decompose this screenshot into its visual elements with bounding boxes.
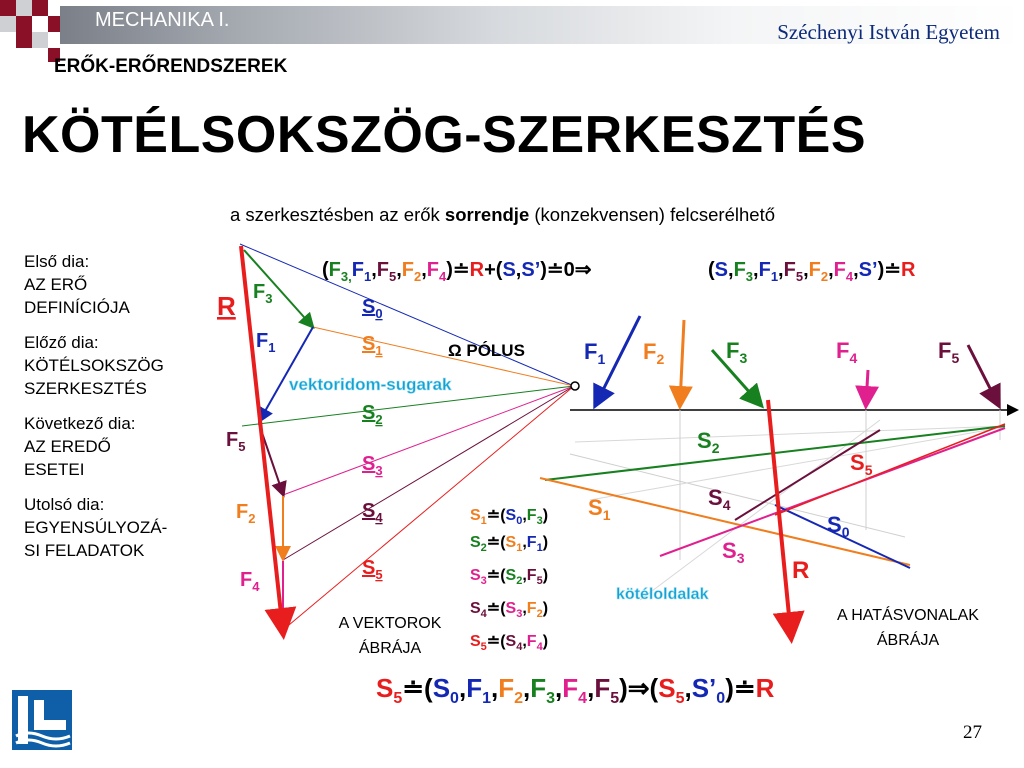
label-rope-s0: $S_0$ (827, 512, 850, 540)
label-s5: $S_5$ (362, 557, 383, 582)
nav-label: Első dia: (24, 252, 90, 271)
force-resultant (768, 400, 791, 636)
label-f4: $F_4$ (836, 338, 858, 366)
vector-caption: A VEKTOROK (338, 615, 442, 632)
label-rope-s2: $S_2$ (697, 428, 720, 456)
label-s2: $S_2$ (362, 402, 383, 427)
nav-label: Következő dia: (24, 414, 136, 433)
page-number: 27 (963, 722, 982, 743)
university-logo (12, 690, 72, 750)
equation-resultant: $(S,F_3,F_1,F_5,F_2,F_4,S’)≐R$ (708, 259, 916, 284)
label-f1: $F_1$ (584, 339, 606, 367)
section-title: ERŐK-ERŐRENDSZEREK (54, 56, 288, 77)
label-s4: $S_4$ (362, 500, 383, 525)
top-equation (322, 259, 916, 284)
nav-line: SZERKESZTÉS (24, 379, 147, 398)
rays-label: vektoridom-sugarak (289, 375, 452, 394)
page-title: KÖTÉLSOKSZÖG-SZERKESZTÉS (22, 106, 867, 164)
nav-label: Előző dia: (24, 333, 99, 352)
rope-side-s4 (735, 430, 880, 520)
nav-line: AZ ERŐ (24, 275, 88, 294)
nav-line: DEFINÍCIÓJA (24, 298, 130, 317)
order-note-bold: sorrendje (444, 204, 530, 225)
construction-line (590, 427, 1005, 500)
sides-label: kötéloldalak (616, 586, 709, 603)
nav-line: EGYENSÚLYOZÁ- (24, 518, 168, 537)
nav-line: SI FELADATOK (24, 541, 145, 560)
label-s3: $S_3$ (362, 453, 383, 478)
label-r: R (792, 557, 810, 584)
pole-point (571, 382, 579, 390)
rope-diagram (540, 316, 1016, 649)
nav-label: Utolsó dia: (24, 495, 105, 514)
equation-s1: $S_1≐(S_0,F_3)$ (470, 507, 549, 527)
ray-s3 (283, 386, 574, 495)
equation-s4: $S_4≐(S_3,F_2)$ (470, 600, 549, 620)
label-f1-vector: $F_1$ (256, 330, 276, 355)
equation-s5: $S_5≐(S_4,F_4)$ (470, 633, 549, 653)
rope-side-s5 (775, 424, 1005, 515)
force-f2 (680, 320, 684, 404)
label-s0: $S_0$ (362, 296, 383, 321)
nav-line: AZ EREDŐ (24, 437, 111, 456)
rope-caption: A HATÁSVONALAK (837, 607, 979, 624)
label-f3: $F_3$ (726, 338, 748, 366)
label-r-vector: R (217, 291, 236, 321)
equation-s3: $S_3≐(S_2,F_5)$ (470, 567, 549, 587)
vector-diagram (217, 244, 579, 657)
equation-s2: $S_2≐(S_1,F_1)$ (470, 534, 549, 554)
vector-caption-2: ÁBRÁJA (358, 640, 422, 657)
order-note-before: a szerkesztésben az erők (230, 204, 445, 225)
nav-line: KÖTÉLSOKSZÖG (24, 356, 164, 375)
nav-line: ESETEI (24, 460, 85, 479)
rope-caption-2: ÁBRÁJA (876, 632, 940, 649)
label-f2-vector: $F_2$ (236, 501, 256, 526)
course-title: MECHANIKA I. (95, 9, 230, 31)
label-f4-vector: $F_4$ (240, 569, 260, 594)
label-rope-s1: $S_1$ (588, 495, 611, 523)
label-rope-s4: $S_4$ (708, 485, 731, 513)
label-f5: $F_5$ (938, 338, 960, 366)
label-f3-vector: $F_3$ (253, 281, 273, 306)
pole-label: Ω PÓLUS (448, 341, 525, 360)
label-s1: $S_1$ (362, 333, 383, 358)
rope-side-equations (470, 507, 548, 653)
equation-sum-zero: $(F_{3,}F_1,F_5,F_2,F_4)≐R+(S,S’)≐0\Rightarrow$ (322, 259, 592, 284)
order-note-after: (konzekvensen) felcserélhető (529, 204, 776, 225)
label-rope-s5: $S_5$ (850, 450, 873, 478)
bottom-equation: $S_5≐(S_0,F_1,F_2,F_3,F_4,F_5)\Rightarrow(S_5,S’_0)≐R$ (376, 673, 775, 707)
university-name: Széchenyi István Egyetem (777, 20, 1000, 44)
label-rope-s3: $S_3$ (722, 538, 745, 566)
label-f2: $F_2$ (643, 339, 665, 367)
force-f4 (866, 370, 868, 404)
force-f5 (968, 345, 998, 404)
label-f5-vector: $F_5$ (226, 429, 246, 454)
